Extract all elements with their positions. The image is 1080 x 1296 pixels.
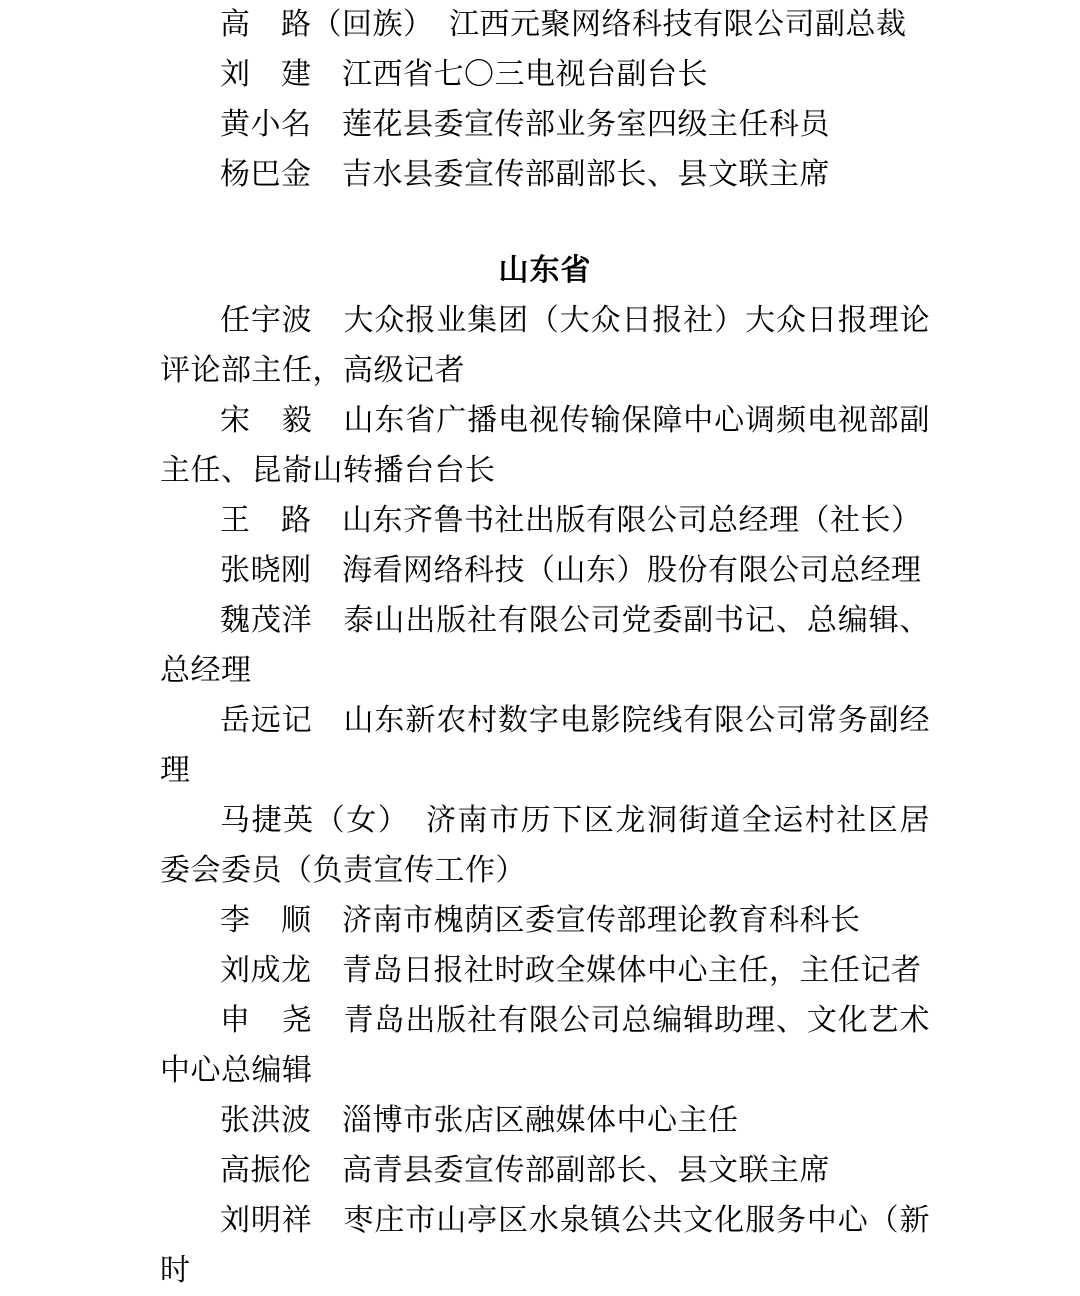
name-entry: 高 路（回族） 江西元聚网络科技有限公司副总裁: [220, 7, 907, 42]
name-entry: 杨巴金 吉水县委宣传部副部长、县文联主席: [220, 157, 830, 192]
name-entry: 王 路 山东齐鲁书社出版有限公司总经理（社长）: [220, 503, 922, 538]
name-entry: 魏茂洋 泰山出版社有限公司党委副书记、总编辑、总经理: [160, 603, 930, 688]
name-entry: 高振伦 高青县委宣传部副部长、县文联主席: [220, 1153, 830, 1188]
name-entry: 刘明祥 枣庄市山亭区水泉镇公共文化服务中心（新时: [160, 1203, 930, 1288]
name-entry: 宋 毅 山东省广播电视传输保障中心调频电视部副主任、昆嵛山转播台台长: [160, 403, 930, 488]
name-entry: 申 尧 青岛出版社有限公司总编辑助理、文化艺术中心总编辑: [160, 1003, 930, 1088]
name-entry: 黄小名 莲花县委宣传部业务室四级主任科员: [220, 107, 830, 142]
name-entry: 刘成龙 青岛日报社时政全媒体中心主任，主任记者: [220, 953, 922, 988]
name-entry: 刘 建 江西省七〇三电视台副台长: [220, 57, 708, 92]
section-title: 山东省: [498, 253, 592, 288]
name-entry: 李 顺 济南市槐荫区委宣传部理论教育科科长: [220, 903, 861, 938]
name-entry: 马捷英（女） 济南市历下区龙洞街道全运村社区居委会委员（负责宣传工作）: [160, 803, 930, 888]
name-entry: 张洪波 淄博市张店区融媒体中心主任: [220, 1103, 739, 1138]
document-body: [160, 0, 930, 1296]
name-entry: 张晓刚 海看网络科技（山东）股份有限公司总经理: [220, 553, 922, 588]
name-entry: 任宇波 大众报业集团（大众日报社）大众日报理论评论部主任，高级记者: [160, 303, 930, 388]
section-spacer: [160, 200, 930, 246]
name-entry: 岳远记 山东新农村数字电影院线有限公司常务副经理: [160, 703, 930, 788]
